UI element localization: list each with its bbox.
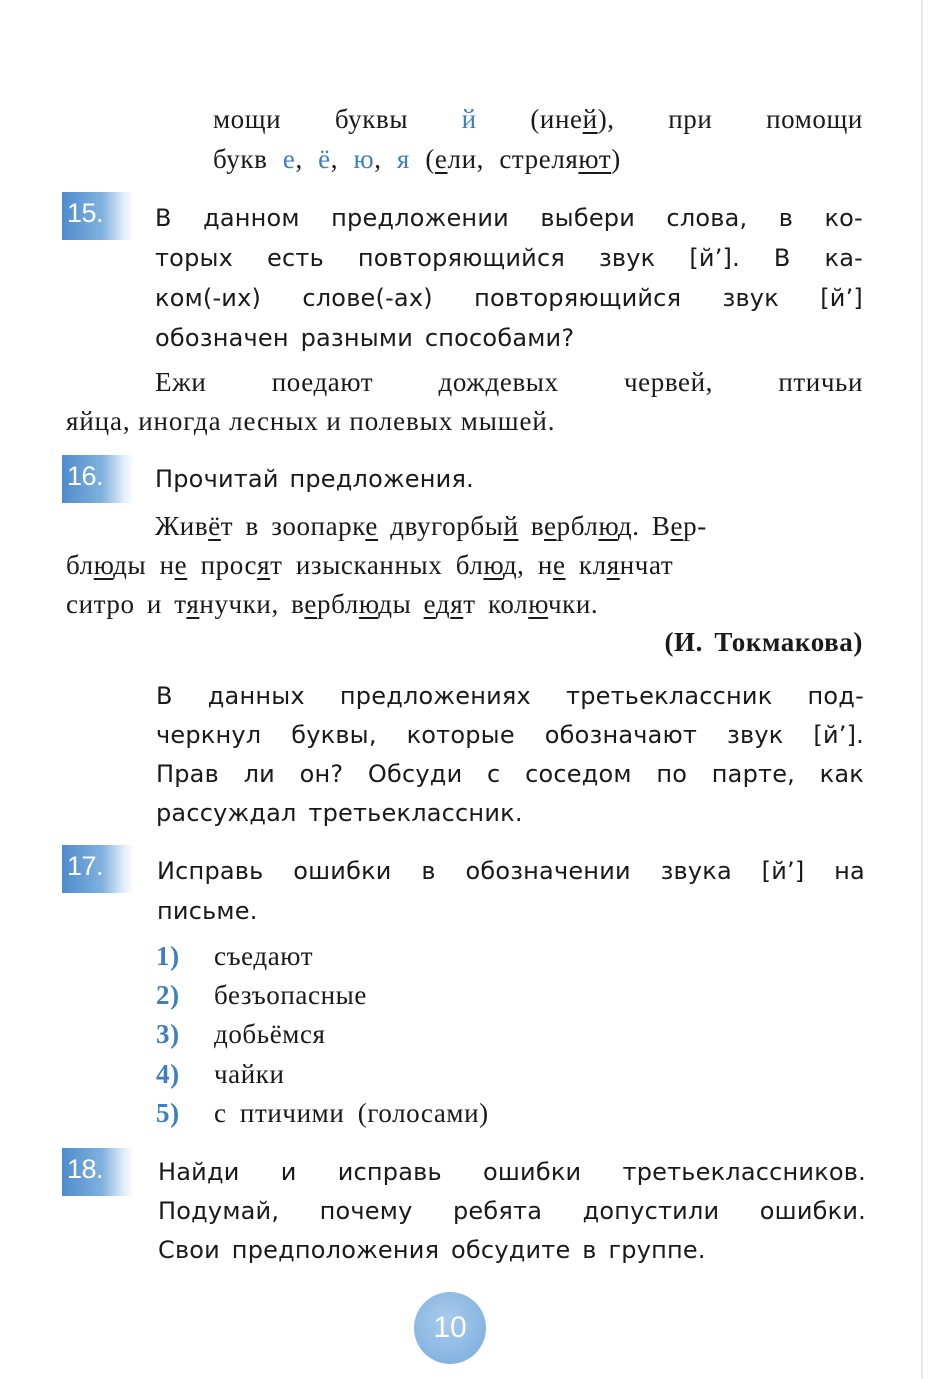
text: в [518, 511, 545, 541]
list-number: 1) [156, 941, 180, 971]
underlined-letter: е [434, 144, 448, 174]
underlined-letter: ю [598, 511, 618, 541]
highlight-letter: я [396, 144, 410, 174]
text: ) [611, 144, 621, 174]
word: предложениях [339, 682, 531, 710]
task15-line-2 [155, 244, 863, 272]
word: торых [155, 244, 234, 272]
list-number: 5) [156, 1098, 180, 1128]
word: [й’] [761, 857, 805, 885]
text: чки. [547, 589, 599, 619]
list-number: 2) [156, 980, 180, 1010]
word: мощи [213, 104, 282, 134]
task15-sentence-line-1 [155, 367, 863, 398]
word: червей, [623, 367, 714, 397]
word: звука [660, 857, 732, 885]
example-word [530, 104, 614, 135]
word: Подумай, [158, 1197, 280, 1225]
word: слова, [666, 204, 748, 232]
word: [й’]. [813, 721, 864, 749]
word: и [280, 1158, 297, 1186]
task18-line-1 [158, 1158, 866, 1186]
text: д, н [502, 550, 553, 580]
text: двугорбы [377, 511, 504, 541]
word: ошибки. [759, 1197, 866, 1225]
poem-line-2 [66, 550, 673, 581]
word: как [819, 760, 864, 788]
word: Найди [158, 1158, 240, 1186]
word: ка- [824, 244, 863, 272]
list-item [156, 941, 313, 972]
page-edge-line [921, 0, 923, 1379]
word: [й’] [820, 284, 863, 312]
word: черкнул [156, 721, 262, 749]
task-number-badge-17: 17. [62, 845, 134, 893]
text: прос [187, 550, 258, 580]
word: он? [299, 760, 344, 788]
list-item [156, 1019, 326, 1050]
word: помощи [766, 104, 863, 134]
underlined-letter: й [503, 511, 519, 541]
task18-line-3: Свои предположения обсудите в группе. [158, 1236, 706, 1264]
list-text: с птичими (голосами) [214, 1098, 489, 1128]
text: д [435, 589, 451, 619]
poem-line-3 [66, 589, 598, 620]
word: на [834, 857, 865, 885]
list-item [156, 1059, 285, 1090]
underlined-letter: ю [483, 550, 503, 580]
word: ком(-их) [155, 284, 262, 312]
highlight-letter: ю [353, 144, 375, 174]
word: В [155, 204, 172, 232]
word: ошибки [293, 857, 392, 885]
underlined-letter: е [365, 511, 378, 541]
text: т кол [463, 589, 529, 619]
task16-question-line-1 [156, 682, 864, 710]
word: третьеклассник [566, 682, 773, 710]
word: с [487, 760, 501, 788]
word: предложении [331, 204, 509, 232]
underlined-letter: я [606, 550, 620, 580]
word: обозначают [544, 721, 698, 749]
word: третьеклассников. [622, 1158, 866, 1186]
word: при [668, 104, 713, 134]
word: ко- [824, 204, 863, 232]
word: В [156, 682, 173, 710]
underlined-letter: я [450, 589, 464, 619]
task-number-badge-15: 15. [62, 192, 134, 240]
word: звук [598, 244, 656, 272]
highlight-letter: й [461, 104, 477, 134]
list-item [156, 1098, 489, 1129]
word: ошибки [483, 1158, 582, 1186]
underlined-letter: е [423, 589, 436, 619]
text: ды [378, 589, 424, 619]
text: рбл [316, 589, 359, 619]
text: т в зоопарк [220, 511, 366, 541]
word: в [421, 857, 436, 885]
word: ли [243, 760, 275, 788]
word: звук [727, 721, 784, 749]
list-item [156, 980, 367, 1011]
word: в [778, 204, 794, 232]
text: Жив [155, 511, 209, 541]
list-number: 4) [156, 1059, 180, 1089]
text: бл [66, 550, 94, 580]
text: ситро и т [66, 589, 187, 619]
task-number-badge-18: 18. [62, 1148, 134, 1196]
word: повторяющийся [474, 284, 682, 312]
word: по [656, 760, 688, 788]
word: звук [722, 284, 779, 312]
underlined-letter: й [582, 104, 598, 134]
word: повторяющийся [357, 244, 565, 272]
highlight-letter: ё [318, 144, 331, 174]
word: которые [406, 721, 515, 749]
text: ), [597, 104, 615, 134]
word: ребята [452, 1197, 543, 1225]
poem-author: (И. Токмакова) [664, 627, 863, 657]
underlined-letter: ю [528, 589, 548, 619]
list-text: съедают [214, 941, 314, 971]
word: данном [203, 204, 300, 232]
task15-line-4: обозначен разными способами? [155, 324, 575, 352]
word: дождевых [438, 367, 559, 397]
poem-line-1 [155, 511, 707, 542]
word: соседом [525, 760, 632, 788]
text: нучки, в [199, 589, 305, 619]
word: слове(-ах) [302, 284, 433, 312]
word: выбери [540, 204, 636, 232]
word: Исправь [157, 857, 264, 885]
task16-question-line-4: рассуждал третьеклассник. [156, 799, 523, 827]
task18-line-2 [158, 1197, 866, 1225]
task16-question-line-3 [156, 760, 864, 788]
underlined-letter: е [174, 550, 188, 580]
word: Прав [156, 760, 219, 788]
task16-instruction: Прочитай предложения. [155, 465, 474, 493]
word: есть [267, 244, 324, 272]
text: д. В [617, 511, 671, 541]
underlined-letter: ю [358, 589, 379, 619]
underlined-letter: е [552, 550, 566, 580]
text: кл [565, 550, 607, 580]
task15-line-1 [155, 204, 863, 232]
text: т изысканных бл [270, 550, 484, 580]
list-text: добьёмся [214, 1019, 326, 1049]
underlined-letter: е [670, 511, 684, 541]
underlined-letter: ю [93, 550, 114, 580]
text: ли, стреля [447, 144, 579, 174]
task-number-badge-16: 16. [62, 455, 134, 503]
underlined-letter: я [186, 589, 200, 619]
text: ( [425, 144, 435, 174]
word: почему [319, 1197, 413, 1225]
text: (ине [530, 104, 583, 134]
word: буквы, [291, 721, 377, 749]
task16-question-line-2 [156, 721, 864, 749]
word: Обсуди [367, 760, 463, 788]
word: данных [207, 682, 305, 710]
list-text: безъопасные [214, 980, 367, 1010]
word: допустили [582, 1197, 720, 1225]
list-text: чайки [214, 1059, 285, 1089]
word: [й’]. [689, 244, 740, 272]
word: парте, [711, 760, 795, 788]
underlined-letter: е [544, 511, 557, 541]
intro-line-2: букв е, ё, ю, я (ели, стреляют) [213, 144, 621, 174]
word: В [773, 244, 791, 272]
intro-line-1 [213, 104, 863, 135]
word: под- [807, 682, 864, 710]
underlined-letter: ё [208, 511, 221, 541]
text: нчат [619, 550, 674, 580]
underlined-letter: я [257, 550, 271, 580]
word: исправь [337, 1158, 442, 1186]
task17-line-2: письме. [157, 897, 258, 925]
page-number: 10 [414, 1292, 486, 1364]
underlined-letter: е [304, 589, 317, 619]
word: буквы [334, 104, 409, 134]
task15-sentence-line-2: яйца, иногда лесных и полевых мышей. [66, 406, 556, 436]
text: рбл [556, 511, 599, 541]
task17-line-1 [157, 857, 865, 885]
word: поедают [271, 367, 374, 397]
word: обозначении [465, 857, 631, 885]
list-number: 3) [156, 1019, 180, 1049]
word: букв [213, 144, 268, 174]
highlight-letter: е [282, 144, 296, 174]
underlined-letter: ют [578, 144, 612, 174]
word: птичьи [778, 367, 863, 397]
example-words [425, 144, 621, 174]
task15-line-3 [155, 284, 863, 312]
text: ды н [113, 550, 175, 580]
text: р- [683, 511, 707, 541]
word: Ежи [155, 367, 207, 397]
